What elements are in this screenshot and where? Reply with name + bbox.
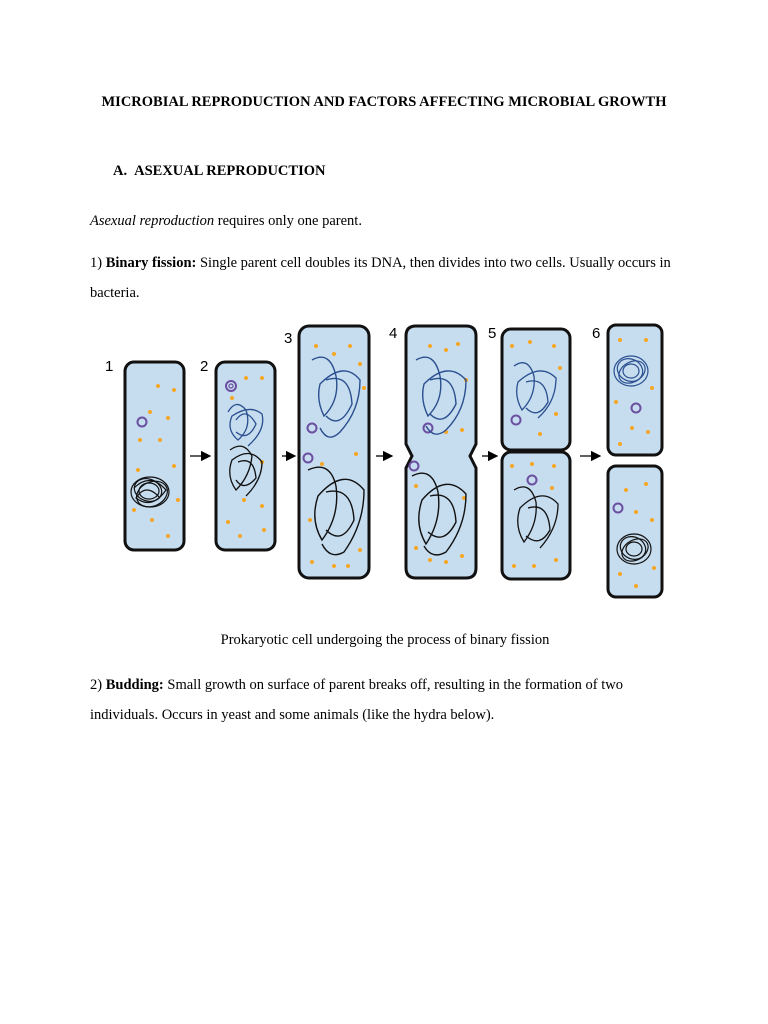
step-label-4: 4: [389, 325, 398, 342]
cell-stage-3: [299, 326, 369, 578]
cell-stage-6: [608, 325, 662, 597]
budding-paragraph: [90, 670, 680, 730]
binary-fission-term: Binary fission:: [105, 255, 197, 271]
cell-stage-2: [216, 362, 275, 550]
step-label-1: 1: [105, 358, 114, 375]
intro-italic-term: Asexual reproduction: [90, 213, 215, 229]
budding-number: 2): [90, 677, 103, 693]
binary-fission-text: Single parent cell doubles its DNA, then divides into two cells. Usually occurs in bacteria.: [90, 255, 671, 301]
step-label-3: 3: [284, 330, 293, 347]
intro-text: requires only one parent.: [214, 213, 362, 229]
cell-stage-5: [502, 329, 570, 579]
cell-stage-1: [125, 362, 184, 550]
figure-caption: Prokaryotic cell undergoing the process of binary fission: [220, 632, 550, 648]
budding-text: Small growth on surface of parent breaks off, resulting in the formation of two individuals. Occurs in yeast and some animals (like the hydra below).: [90, 677, 623, 723]
step-label-5: 5: [488, 325, 497, 342]
cell-stage-4: [406, 326, 476, 578]
step-label-6: 6: [592, 325, 601, 342]
page-title: MICROBIAL REPRODUCTION AND FACTORS AFFECTING MICROBIAL GROWTH: [101, 94, 667, 110]
binary-fission-number: 1): [90, 255, 103, 271]
step-label-2: 2: [200, 358, 209, 375]
budding-term: Budding:: [105, 677, 164, 693]
section-letter: A.: [113, 163, 128, 179]
section-heading-text: ASEXUAL REPRODUCTION: [134, 163, 326, 179]
